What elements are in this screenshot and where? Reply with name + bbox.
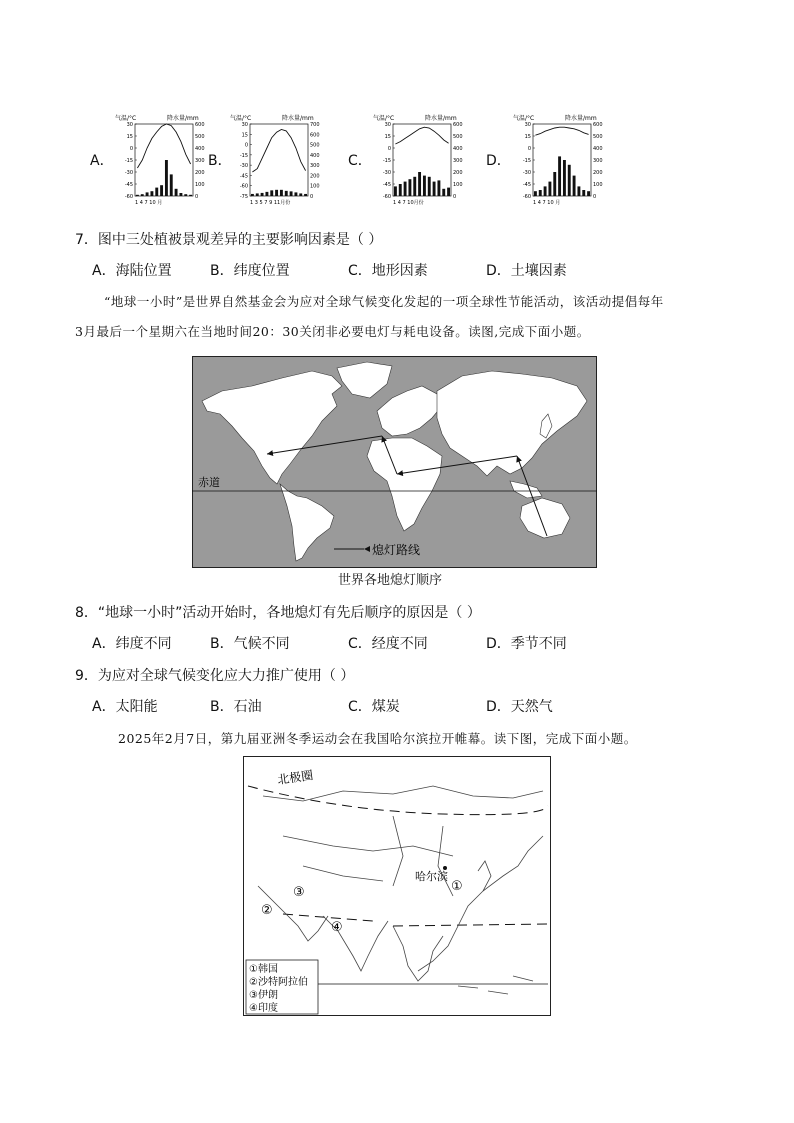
marker-1: ①: [451, 879, 463, 894]
q7-option-c[interactable]: C．地形因素: [348, 263, 428, 279]
precip-tick: 200: [310, 173, 320, 180]
precip-bar: [394, 186, 397, 196]
chart-3-option-letter[interactable]: C．: [348, 153, 372, 169]
chart-4-option-letter[interactable]: D．: [486, 153, 511, 169]
q8-option-a[interactable]: A．纬度不同: [92, 636, 172, 652]
precip-bar: [568, 165, 571, 196]
marker-3: ③: [293, 885, 305, 900]
temp-tick: 30: [524, 122, 531, 128]
temp-tick: -30: [522, 170, 531, 176]
plot-frame: [393, 124, 451, 196]
precip-tick: 400: [593, 146, 603, 152]
precip-bar: [539, 190, 542, 196]
temp-tick: 15: [126, 134, 133, 140]
world-map-caption: 世界各地熄灯顺序: [338, 573, 443, 588]
precip-bar: [418, 172, 421, 196]
precip-bar: [558, 156, 561, 196]
temp-tick: -75: [239, 194, 248, 200]
temp-tick: -15: [522, 158, 531, 164]
temp-tick: -15: [382, 158, 391, 164]
precip-tick: 300: [593, 158, 603, 164]
precip-axis-label: 降水量/mm: [425, 115, 457, 122]
harbin-label: 哈尔滨: [415, 870, 448, 883]
plot-frame: [250, 124, 308, 196]
q7-option-a[interactable]: A．海陆位置: [92, 263, 172, 279]
precip-bar: [280, 190, 283, 196]
precip-tick: 600: [310, 132, 320, 139]
legend-item-2: ②沙特阿拉伯: [249, 977, 308, 988]
legend-item-1: ①韩国: [249, 964, 278, 975]
month-axis-label: 1 4 7 10 月: [135, 200, 163, 206]
temp-tick: -30: [124, 170, 133, 176]
precip-tick: 0: [195, 194, 199, 200]
precip-bar: [261, 193, 264, 196]
temp-tick: -45: [239, 173, 248, 180]
temp-tick: -60: [382, 194, 391, 200]
precip-bar: [553, 172, 556, 196]
temperature-curve: [395, 127, 448, 144]
precip-tick: 300: [195, 158, 205, 164]
precip-bar: [150, 191, 153, 196]
precip-bar: [544, 186, 547, 196]
question-8: 8．“地球一小时”活动开始时，各地熄灯有先后顺序的原因是（ ）: [75, 605, 481, 621]
temp-tick: 15: [384, 134, 391, 140]
arctic-circle-label: 北极圈: [276, 768, 315, 787]
precip-tick: 600: [453, 122, 463, 128]
temperature-curve: [535, 127, 588, 135]
climate-chart-3: [373, 112, 473, 208]
precip-bar: [184, 194, 187, 196]
precip-bar: [534, 191, 537, 196]
precip-bar: [428, 177, 431, 196]
equator-label: 赤道: [198, 476, 220, 489]
q7-option-b[interactable]: B．纬度位置: [210, 263, 290, 279]
temp-tick: -45: [382, 182, 391, 188]
precip-bar: [270, 190, 273, 196]
q9-option-d[interactable]: D．天然气: [486, 699, 553, 715]
precip-tick: 400: [195, 146, 205, 152]
month-axis-label: 1 4 7 10 月: [533, 200, 561, 206]
marker-2: ②: [261, 903, 273, 918]
temp-tick: -45: [124, 182, 133, 188]
precip-tick: 300: [453, 158, 463, 164]
q8-option-c[interactable]: C．经度不同: [348, 636, 428, 652]
precip-bar: [155, 188, 158, 196]
asia-intro-paragraph: 2025年2月7日，第九届亚洲冬季运动会在我国哈尔滨拉开帷幕。读下图，完成下面小题。: [118, 731, 637, 746]
climate-chart-1: [115, 112, 215, 208]
climate-chart-2: [230, 112, 330, 208]
precip-bar: [408, 179, 411, 196]
month-axis-label: 1 4 7 10月份: [393, 200, 424, 206]
precip-bar: [404, 182, 407, 196]
q9-option-b[interactable]: B．石油: [210, 699, 262, 715]
q8-option-b[interactable]: B．气候不同: [210, 636, 290, 652]
precip-bar: [141, 194, 144, 196]
temp-tick: 30: [241, 122, 248, 128]
precip-tick: 400: [453, 146, 463, 152]
plot-frame: [135, 124, 193, 196]
precip-bar: [304, 194, 307, 196]
temperature-curve: [252, 130, 305, 173]
precip-tick: 600: [195, 122, 205, 128]
temperature-curve: [137, 124, 190, 168]
precip-bar: [587, 191, 590, 196]
world-map: [192, 356, 597, 568]
precip-bar: [170, 174, 173, 196]
precip-bar: [290, 191, 293, 196]
precip-tick: 200: [593, 170, 603, 176]
precip-bar: [179, 193, 182, 196]
precip-tick: 100: [310, 183, 320, 190]
precip-bar: [136, 195, 139, 196]
precip-tick: 0: [310, 194, 314, 200]
temp-tick: 30: [384, 122, 391, 128]
legend-item-4: ④印度: [249, 1003, 278, 1014]
precip-tick: 500: [195, 134, 205, 140]
temp-axis-label: 气温/°C: [115, 115, 137, 122]
temp-axis-label: 气温/°C: [230, 115, 252, 122]
temp-tick: -60: [124, 194, 133, 200]
precip-tick: 200: [453, 170, 463, 176]
temp-tick: -30: [239, 163, 248, 170]
precip-bar: [573, 176, 576, 196]
precip-tick: 100: [453, 182, 463, 188]
precip-bar: [165, 160, 168, 196]
precip-axis-label: 降水量/mm: [282, 115, 314, 122]
legend-label: 熄灯路线: [372, 543, 421, 557]
q9-option-a[interactable]: A．太阳能: [92, 699, 158, 715]
precip-bar: [582, 190, 585, 196]
temp-tick: 0: [387, 146, 391, 152]
temp-tick: 30: [126, 122, 133, 128]
precip-bar: [175, 189, 178, 196]
precip-bar: [563, 160, 566, 196]
precip-bar: [146, 192, 149, 196]
precip-bar: [433, 182, 436, 196]
precip-tick: 400: [310, 152, 320, 159]
precip-tick: 700: [310, 122, 320, 128]
temp-tick: -15: [239, 152, 248, 159]
precip-tick: 300: [310, 163, 320, 170]
q7-option-d[interactable]: D．土壤因素: [486, 263, 567, 279]
precip-bar: [285, 191, 288, 196]
precip-axis-label: 降水量/mm: [167, 115, 199, 122]
precip-tick: 500: [310, 142, 320, 149]
precip-axis-label: 降水量/mm: [565, 115, 597, 122]
precip-bar: [275, 190, 278, 196]
question-7: 7．图中三处植被景观差异的主要影响因素是（ ）: [75, 232, 383, 248]
plot-frame: [533, 124, 591, 196]
temp-axis-label: 气温/°C: [513, 115, 535, 122]
precip-bar: [294, 192, 297, 196]
intro-paragraph-line2: 3月最后一个星期六在当地时间20：30关闭非必要电灯与耗电设备。读图,完成下面小题。: [75, 324, 590, 339]
precip-bar: [160, 185, 163, 196]
precip-tick: 600: [593, 122, 603, 128]
month-axis-label: 1 3 5 7 9 11月份: [250, 200, 291, 206]
temp-axis-label: 气温/°C: [373, 115, 395, 122]
precip-bar: [265, 192, 268, 196]
temp-tick: 15: [241, 132, 248, 139]
temp-tick: 15: [524, 134, 531, 140]
precip-tick: 100: [593, 182, 603, 188]
temp-tick: -60: [522, 194, 531, 200]
precip-tick: 0: [453, 194, 457, 200]
precip-bar: [423, 176, 426, 196]
temp-tick: -60: [239, 183, 248, 190]
precip-bar: [189, 195, 192, 196]
temp-tick: -30: [382, 170, 391, 176]
precip-bar: [413, 177, 416, 196]
q8-option-d[interactable]: D．季节不同: [486, 636, 567, 652]
precip-bar: [251, 194, 254, 196]
precip-bar: [548, 182, 551, 196]
temp-tick: -45: [522, 182, 531, 188]
temp-tick: 0: [129, 146, 133, 152]
chart-2-option-letter[interactable]: B．: [208, 153, 232, 169]
precip-tick: 500: [593, 134, 603, 140]
precip-tick: 500: [453, 134, 463, 140]
asia-map: [243, 756, 551, 1016]
precip-tick: 0: [593, 194, 597, 200]
precip-bar: [577, 186, 580, 196]
precip-bar: [447, 188, 450, 196]
question-9: 9．为应对全球气候变化应大力推广使用（ ）: [75, 668, 355, 684]
legend-item-3: ③伊朗: [249, 990, 278, 1001]
temp-tick: 0: [244, 142, 248, 149]
precip-bar: [256, 193, 259, 196]
precip-bar: [399, 184, 402, 196]
q9-option-c[interactable]: C．煤炭: [348, 699, 400, 715]
precip-bar: [299, 193, 302, 196]
precip-tick: 100: [195, 182, 205, 188]
precip-bar: [437, 180, 440, 196]
chart-1-option-letter[interactable]: A．: [90, 153, 114, 169]
intro-paragraph-line1: “地球一小时”是世界自然基金会为应对全球气候变化发起的一项全球性节能活动，该活动提倡每年: [104, 294, 664, 309]
marker-4: ④: [331, 920, 343, 935]
temp-tick: 0: [527, 146, 531, 152]
temp-tick: -15: [124, 158, 133, 164]
climate-chart-4: [513, 112, 613, 208]
precip-tick: 200: [195, 170, 205, 176]
precip-bar: [442, 189, 445, 196]
